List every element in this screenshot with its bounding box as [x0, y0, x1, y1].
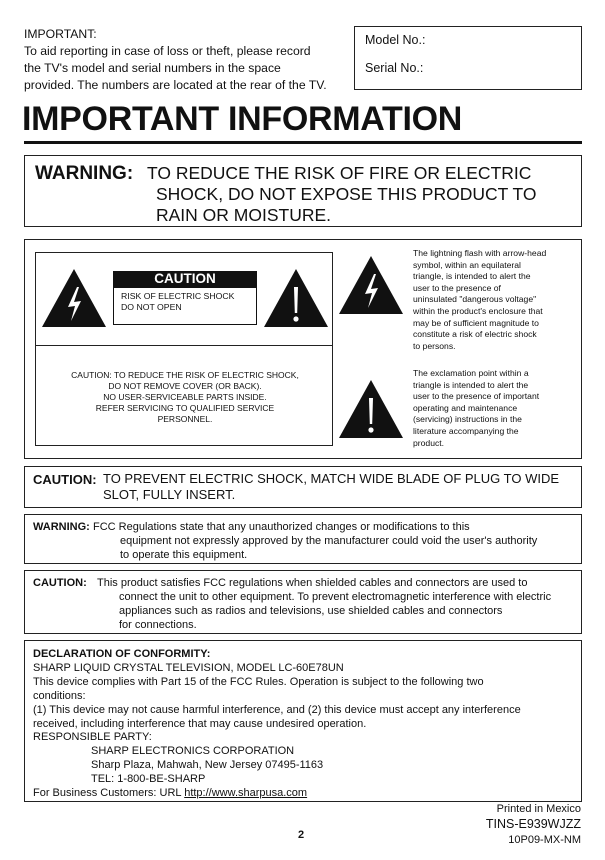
declaration-condition: (1) This device may not cause harmful interference, and (2) this device must accept any interference: [33, 703, 521, 716]
responsible-party-address: Sharp Plaza, Mahwah, New Jersey 07495-1163: [91, 759, 324, 772]
caution-label: CAUTION:: [33, 577, 87, 589]
plug-line: SLOT, FULLY INSERT.: [103, 487, 236, 502]
desc-line: may be of sufficient magnitude to: [413, 317, 539, 328]
printed-in-label: Printed in Mexico: [496, 803, 581, 815]
note-line: provided. The numbers are located at the rear of the TV.: [24, 78, 327, 92]
page-title: IMPORTANT INFORMATION: [22, 100, 463, 138]
declaration-title: DECLARATION OF CONFORMITY:: [33, 648, 211, 660]
caution-subtext: [113, 287, 257, 325]
desc-line: The exclamation point within a: [413, 368, 529, 378]
declaration-of-conformity-box: [24, 640, 582, 802]
business-prefix: For Business Customers: URL: [33, 787, 185, 800]
declaration-compliance: conditions:: [33, 689, 86, 702]
plug-line: TO PREVENT ELECTRIC SHOCK, MATCH WIDE BLADE OF PLUG TO WIDE: [103, 471, 560, 486]
desc-line: triangle, is intended to alert the: [413, 271, 531, 282]
model-serial-box: [354, 26, 582, 90]
caution-instruction-line: DO NOT REMOVE COVER (OR BACK).: [108, 381, 262, 391]
business-customers-line: [33, 787, 578, 801]
responsible-party-tel: TEL: 1-800-BE-SHARP: [91, 773, 206, 786]
caution-heading: CAUTION: [113, 271, 257, 287]
shielded-cable-caution-box: [24, 570, 582, 634]
fcc-warning-box: [24, 514, 582, 564]
declaration-model: SHARP LIQUID CRYSTAL TELEVISION, MODEL LC-60E78UN: [33, 661, 344, 674]
warning-line: RAIN OR MOISTURE.: [156, 205, 332, 225]
desc-line: triangle is intended to alert the: [413, 379, 529, 390]
exclamation-triangle-icon: [337, 378, 405, 440]
caution-instruction-line: CAUTION: TO REDUCE THE RISK OF ELECTRIC SHOCK,: [71, 370, 299, 380]
warning-label: WARNING:: [35, 163, 134, 184]
desc-line: symbol, within an equilateral: [413, 259, 521, 270]
caution-sub-line: DO NOT OPEN: [121, 302, 182, 312]
tins-code: TINS-E939WJZZ: [485, 817, 581, 831]
exclamation-triangle-icon: [262, 267, 330, 329]
cable-caution-text: [97, 576, 579, 632]
declaration-content: [33, 648, 578, 801]
desc-line: The lightning flash with arrow-head: [413, 248, 547, 258]
desc-line: (servicing) instructions in the: [413, 414, 522, 425]
fcc-warning-text: [93, 520, 577, 562]
declaration-compliance: This device complies with Part 15 of the FCC Rules. Operation is subject to the following two: [33, 675, 484, 688]
desc-line: uninsulated "dangerous voltage": [413, 294, 537, 305]
desc-line: to persons.: [413, 340, 456, 351]
note-line: To aid reporting in case of loss or theft, please record: [24, 44, 311, 58]
caution-instructions-box: [35, 346, 333, 446]
fire-shock-warning-box: [24, 155, 582, 227]
responsible-party-name: SHARP ELECTRONICS CORPORATION: [91, 745, 295, 758]
warning-line: SHOCK, DO NOT EXPOSE THIS PRODUCT TO: [156, 184, 537, 204]
caution-label-box: [35, 252, 333, 346]
exclamation-symbol-description: [413, 368, 578, 449]
plug-caution-text: [103, 471, 573, 503]
cable-line: appliances such as radios and televisions, use shielded cables and connectors: [119, 605, 503, 617]
desc-line: operating and maintenance: [413, 402, 518, 413]
responsible-party-label: RESPONSIBLE PARTY:: [33, 731, 152, 744]
fcc-line: FCC Regulations state that any unauthorized changes or modifications to this: [93, 521, 470, 533]
cable-line: connect the unit to other equipment. To prevent electromagnetic interference with electric: [119, 591, 552, 603]
declaration-condition: received, including interference that may cause undesired operation.: [33, 717, 367, 730]
model-number-label: Model No.:: [365, 33, 426, 47]
lightning-triangle-icon: [337, 254, 405, 316]
note-line: IMPORTANT:: [24, 27, 97, 41]
page-number: 2: [298, 829, 305, 841]
caution-instruction-line: PERSONNEL.: [157, 414, 213, 424]
desc-line: user to the presence of: [413, 282, 501, 293]
note-line: the TV's model and serial numbers in the space: [24, 61, 281, 75]
desc-line: literature accompanying the: [413, 425, 519, 436]
caution-instruction-line: REFER SERVICING TO QUALIFIED SERVICE: [95, 403, 275, 413]
serial-number-label: Serial No.:: [365, 61, 424, 75]
cable-line: This product satisfies FCC regulations when shielded cables and connectors are used to: [97, 577, 528, 589]
desc-line: constitute a risk of electric shock: [413, 329, 537, 340]
warning-line: TO REDUCE THE RISK OF FIRE OR ELECTRIC: [147, 163, 532, 183]
print-code: 10P09-MX-NM: [508, 834, 581, 846]
caution-sub-line: RISK OF ELECTRIC SHOCK: [121, 291, 235, 301]
caution-instruction-line: NO USER-SERVICEABLE PARTS INSIDE.: [103, 392, 267, 402]
fcc-line: equipment not expressly approved by the manufacturer could void the user's authority: [120, 535, 538, 547]
lightning-triangle-icon: [40, 267, 108, 329]
desc-line: within the product's enclosure that: [413, 305, 543, 316]
caution-label: CAUTION:: [33, 472, 97, 487]
caution-instructions: [36, 370, 334, 425]
electric-shock-panel: [24, 239, 582, 459]
desc-line: product.: [413, 437, 445, 448]
important-note: [24, 26, 354, 94]
sharp-url-link[interactable]: http://www.sharpusa.com: [184, 787, 308, 800]
title-divider: [24, 141, 582, 144]
warning-text: [147, 163, 567, 226]
warning-label: WARNING:: [33, 521, 90, 533]
desc-line: user to the presence of important: [413, 391, 540, 402]
plug-caution-box: [24, 466, 582, 508]
lightning-symbol-description: [413, 248, 578, 352]
cable-line: for connections.: [119, 619, 197, 631]
fcc-line: to operate this equipment.: [120, 549, 248, 561]
